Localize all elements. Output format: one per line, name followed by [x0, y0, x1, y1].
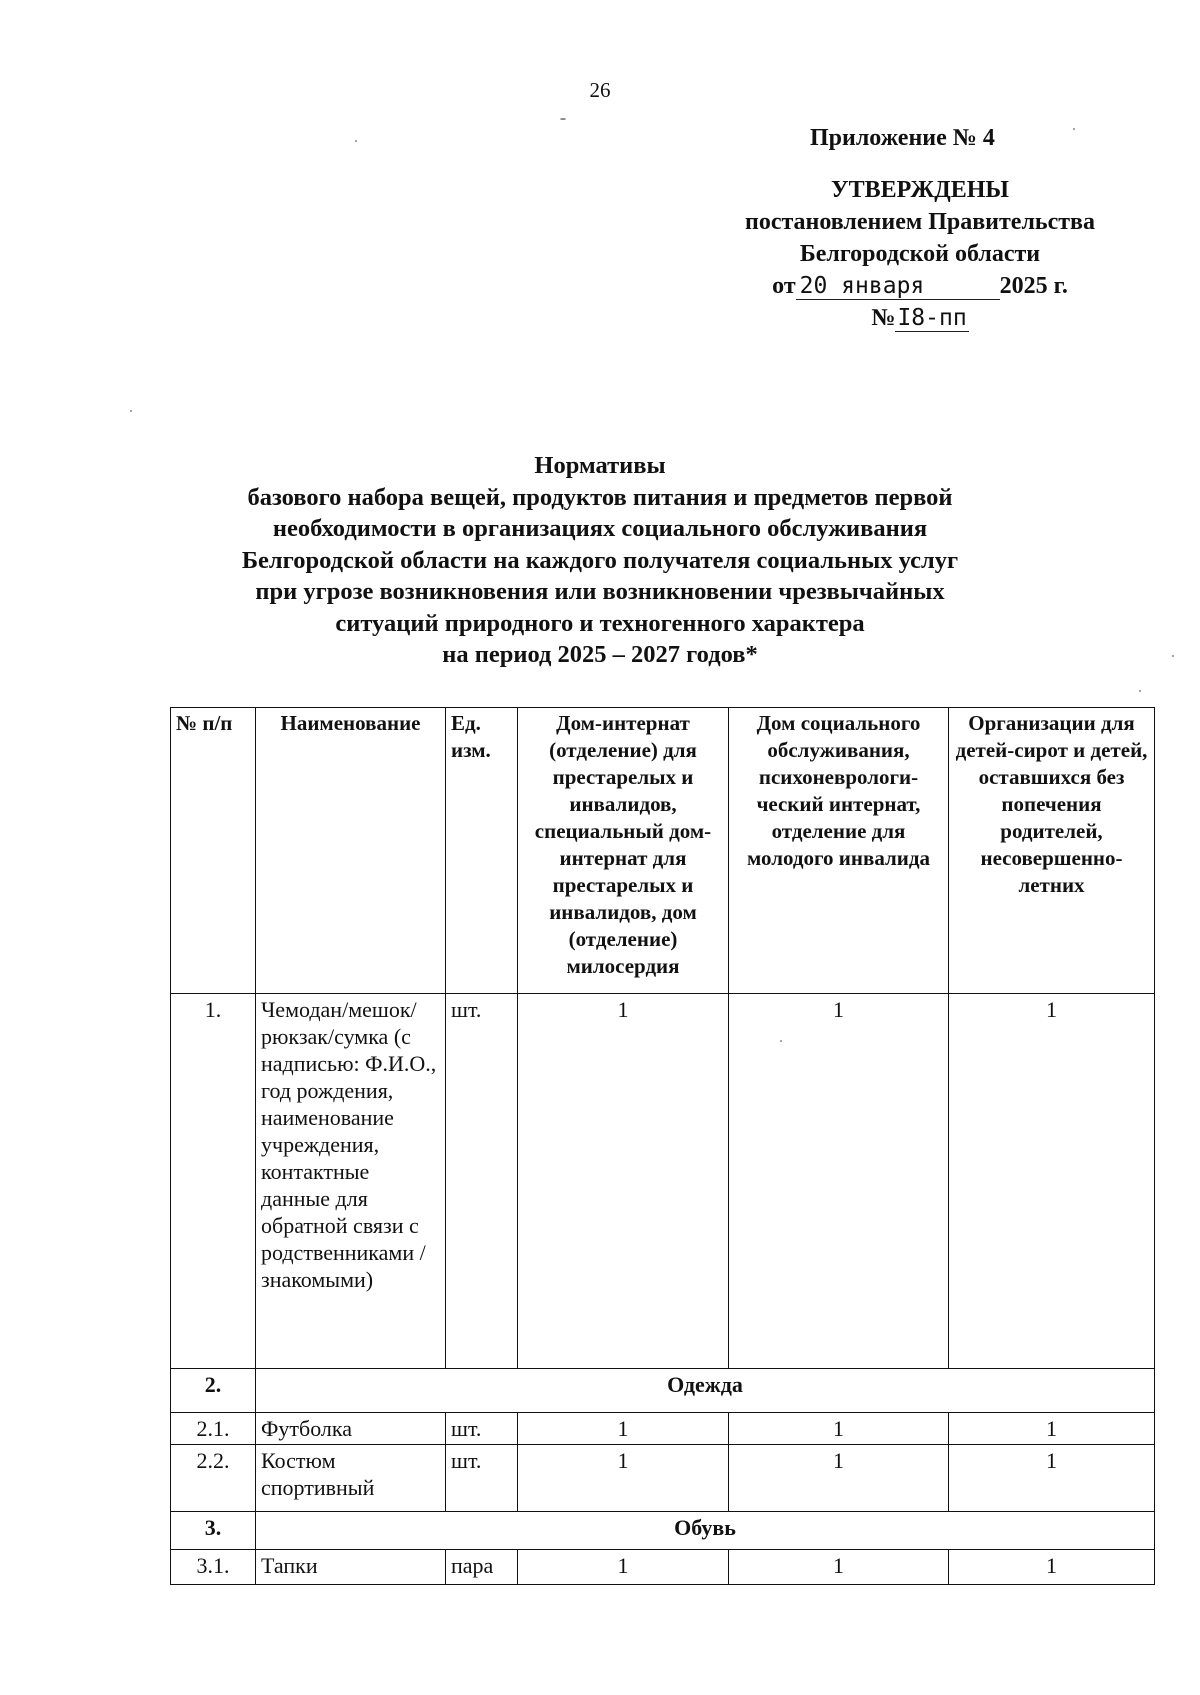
approval-line-2: Белгородской области — [799, 241, 1041, 267]
row-name: Футболка — [256, 1413, 446, 1445]
title-line: на период 2025 – 2027 годов* — [442, 641, 758, 668]
header-col3: Организации для детей-сирот и детей, оставшихся без попечения родителей, несовершенно-летних — [949, 708, 1155, 994]
scan-speck — [1172, 655, 1174, 657]
table-row — [171, 1445, 1155, 1512]
row-value-col2: 1 — [729, 1413, 949, 1445]
scan-speck — [560, 118, 566, 120]
table-row — [171, 994, 1155, 1369]
norms-table — [170, 707, 1155, 1585]
header-col1: Дом-интернат (отделение) для престарелых и инвалидов, специальный дом-интернат для престарелых и инвалидов, дом (отделение) милосердия — [518, 708, 729, 994]
table-header-row — [171, 708, 1155, 994]
row-num: 3.1. — [171, 1550, 256, 1585]
row-value-col1: 1 — [518, 1413, 729, 1445]
row-value-col1: 1 — [518, 994, 729, 1369]
table-row — [171, 1550, 1155, 1585]
row-unit: пара — [446, 1550, 518, 1585]
scan-speck — [1139, 690, 1141, 692]
row-name: Чемодан/мешок/ рюкзак/сумка (с надписью: Ф.И.О., год рождения, наименование учреждения, контактные данные для обратной связи с родственниками / знакомыми) — [256, 994, 446, 1369]
title-line: Белгородской области на каждого получателя социальных услуг — [241, 546, 959, 574]
row-value-col2: 1 — [729, 1550, 949, 1585]
header-unit: Ед. изм. — [446, 708, 518, 994]
row-value-col1: 1 — [518, 1550, 729, 1585]
row-value-col2: 1 — [729, 1445, 949, 1512]
row-unit: шт. — [446, 1445, 518, 1512]
page-number: 26 — [589, 78, 611, 102]
section-title: Одежда — [256, 1369, 1155, 1413]
number-prefix: № — [871, 305, 896, 331]
header-col2: Дом социального обслуживания, психоневрологи-ческий интернат, отделение для молодого инвалида — [729, 708, 949, 994]
scan-speck — [780, 1040, 782, 1042]
appendix-label: Приложение № 4 — [810, 125, 995, 151]
row-num: 2.1. — [171, 1413, 256, 1445]
title-line: базового набора вещей, продуктов питания и предметов первой — [247, 483, 953, 511]
title-line: при угрозе возникновения или возникновении чрезвычайных — [255, 578, 945, 605]
date-suffix: 2025 г. — [999, 273, 1068, 299]
header-num: № п/п — [171, 708, 256, 994]
row-name: Костюм спортивный — [256, 1445, 446, 1512]
row-value-col3: 1 — [949, 1550, 1155, 1585]
row-value-col1: 1 — [518, 1445, 729, 1512]
approved-label: УТВЕРЖДЕНЫ — [831, 177, 1009, 203]
scan-speck — [355, 140, 357, 142]
date-prefix: от — [772, 273, 796, 299]
row-value-col3: 1 — [949, 1445, 1155, 1512]
section-row — [171, 1369, 1155, 1413]
title-line: ситуаций природного и техногенного характера — [335, 609, 865, 637]
approval-number — [690, 302, 1150, 334]
number-value: I8-пп — [897, 305, 967, 331]
row-name: Тапки — [256, 1550, 446, 1585]
row-value-col2: 1 — [729, 994, 949, 1369]
header-name: Наименование — [256, 708, 446, 994]
scan-speck — [130, 410, 132, 412]
title-line: необходимости в организациях социального обслуживания — [272, 515, 928, 542]
row-unit: шт. — [446, 1413, 518, 1445]
row-num: 1. — [171, 994, 256, 1369]
row-unit: шт. — [446, 994, 518, 1369]
section-row — [171, 1512, 1155, 1550]
row-value-col3: 1 — [949, 1413, 1155, 1445]
row-value-col3: 1 — [949, 994, 1155, 1369]
scan-speck — [1073, 128, 1075, 130]
row-num: 2.2. — [171, 1445, 256, 1512]
section-num: 2. — [171, 1369, 256, 1413]
section-num: 3. — [171, 1512, 256, 1550]
title-heading: Нормативы — [534, 452, 666, 479]
document-title — [160, 450, 1040, 671]
section-title: Обувь — [256, 1512, 1155, 1550]
approval-date — [690, 270, 1150, 302]
table-row — [171, 1413, 1155, 1445]
approval-block — [690, 122, 1150, 334]
approval-line-1: постановлением Правительства — [744, 209, 1095, 235]
date-value: 20 января — [796, 273, 1000, 300]
